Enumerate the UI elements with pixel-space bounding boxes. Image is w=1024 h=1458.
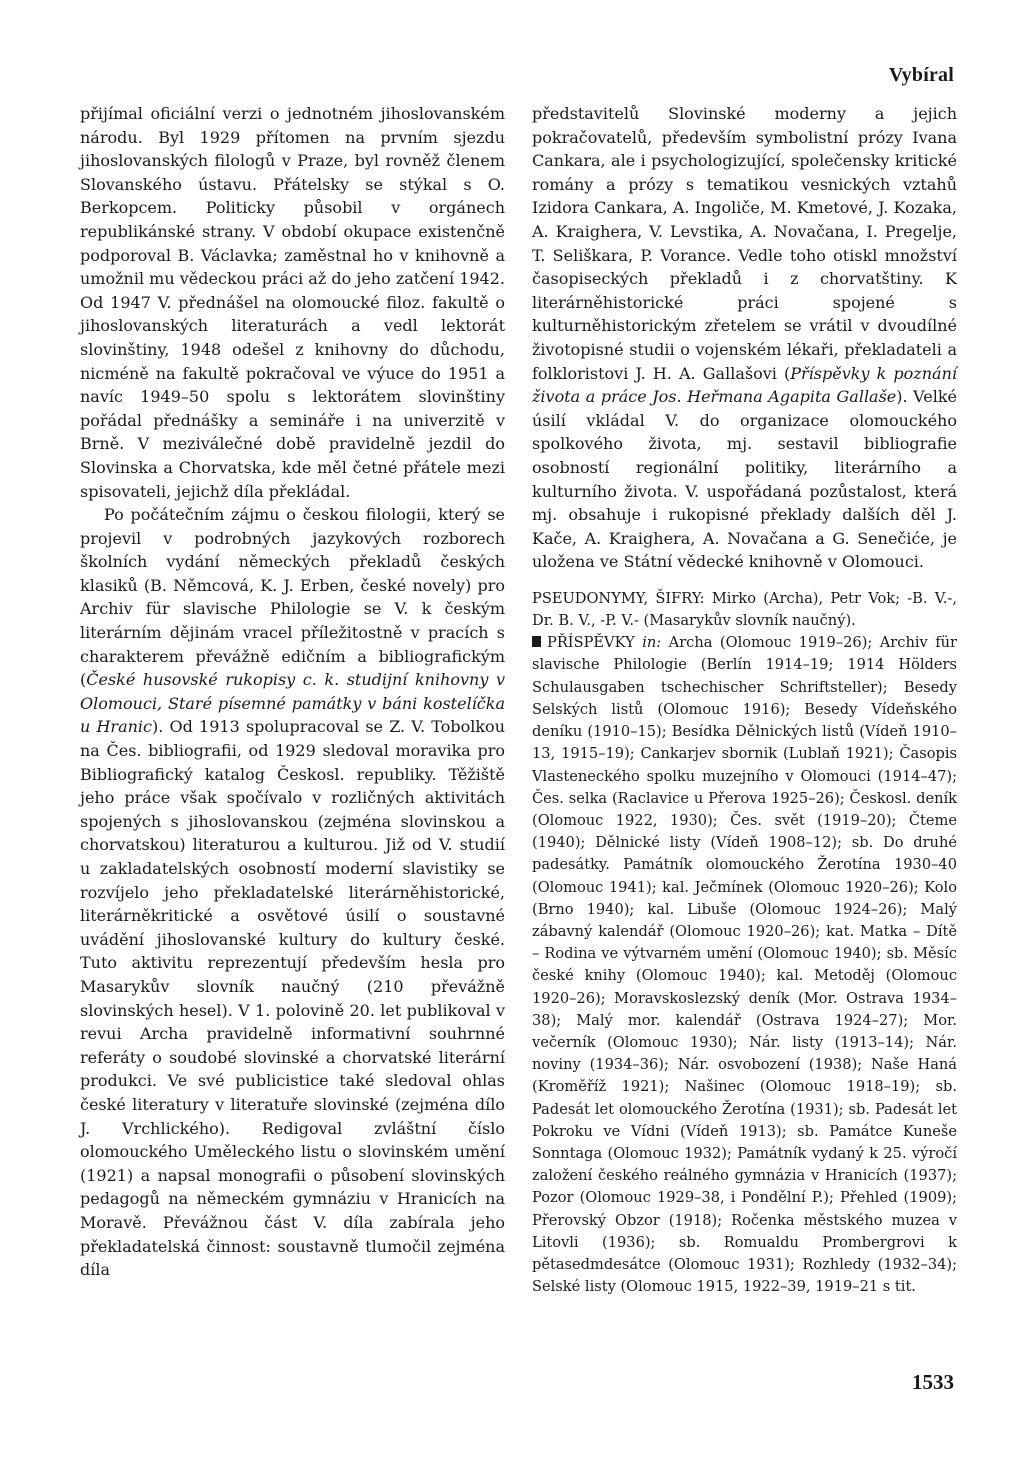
running-head: Vybíral xyxy=(888,64,954,86)
section-marker-icon xyxy=(532,636,541,647)
contributions-entry xyxy=(532,632,957,1298)
right-paragraph-1-start: představitelů Slovinské moderny a jejich pokračovatelů, především symbolistní prózy Ivana Cankara, ale i psychologizující, společensky kritické romány a prózy s tematikou vesnických vztahů Izidora Cankara, A. Ingoliče, M. Kmetové, J. Kozaka, A. Kraighera, V. Levstika, A. Novačana, I. Pregelje, T. Seliškara, P. Vorance. Vedle toho otiskl množství časopiseckých překladů i z chorvatštiny. K literárněhistorické práci spojené s kulturněhistorickým zřetelem se vrátil v dvoudílné životopisné studii o vojenském lékaři, překladateli a folkloristovi J. H. A. Gallašovi ( xyxy=(532,104,957,383)
right-column xyxy=(532,102,957,1298)
page-number: 1533 xyxy=(912,1370,954,1394)
pseudonyms-entry xyxy=(532,588,957,632)
contributions-in: in: xyxy=(642,634,662,652)
contributions-label: PŘÍSPĚVKY xyxy=(547,634,635,652)
right-paragraph-1-end: ). Velké úsilí vkládal V. do organizace olomouckého spolkového života, mj. sestavil bibliografie osobností regionální politiky, literárního a kulturního života. V. uspořádaná pozůstalost, která mj. obsahuje i rukopisné překlady dalších děl J. Kače, A. Kraighera, A. Novačana a G. Senečiće, je uložena ve Státní vědecké knihovně v Olomouci. xyxy=(532,387,957,572)
pseudonyms-label: PSEUDONYMY, ŠIFRY: xyxy=(532,589,705,607)
left-paragraph-2-start: Po počátečním zájmu o českou filologii, který se projevil v podrobných jazykových rozborech školních vydání německých překladů českých klasiků (B. Němcová, K. J. Erben, české novely) pro Archiv für slavische Philologie se V. k českým literárním dějinám vracel příležitostně v pracích s charakterem převážně edičním a bibliografickým ( xyxy=(80,505,505,690)
left-paragraph-2 xyxy=(80,503,505,1282)
right-paragraph-1-title: Příspěvky k poznání života a práce Jos. Heřmana Agapita Gallaše xyxy=(532,363,958,407)
left-paragraph-2-end: ). Od 1913 spolupracoval se Z. V. Tobolkou na Čes. bibliografii, od 1929 sledoval moravika pro Bibliografický katalog Českosl. republiky. Těžiště jeho práce však spočívalo v rozličných aktivitách spojených s jihoslovanskou (zejména slovinskou a chorvatskou) literaturou a kulturou. Již od V. studií u zakladatelských osobností moderní slavistiky se rozvíjelo jeho překladatelské literárněhistorické, literárněkritické a osvětové úsilí o soustavné uvádění jihoslovanské kultury do kultury české. Tuto aktivitu reprezentují především hesla pro Masarykův slovník naučný (210 převážně slovinských hesel). V 1. polovině 20. let publikoval v revui Archa pravidelně informativní souhrnné referáty o soudobé slovinské a chorvatské literární produkci. Ve své publicistice také sledoval ohlas české literatury v literatuře slovinské (zejména dílo J. Vrchlického). Redigoval zvláštní číslo olomouckého Uměleckého listu o slovinském umění (1921) a napsal monografii o působení slovinských pedagogů na německém gymnáziu v Hranicích na Moravě. Převážnou část V. díla zabírala jeho překladatelská činnost: soustavně tlumočil zejména díla xyxy=(80,717,505,1280)
left-column xyxy=(80,102,505,1282)
right-paragraph-1 xyxy=(532,102,957,574)
pseudonyms-text: Mirko (Archa), Petr Vok; -B. V.-, Dr. B. V., -P. V.- (Masarykův slovník naučný). xyxy=(532,589,957,630)
left-paragraph-2-titles: České husovské rukopisy c. k. studijní knihovny v Olomouci, Staré písemné památky v báni kostelíčka u Hranic xyxy=(80,670,505,737)
left-paragraph-1: přijímal oficiální verzi o jednotném jihoslovanském národu. Byl 1929 přítomen na prvním sjezdu jihoslovanských filologů v Praze, byl rovněž členem Slovanského ústavu. Přátelsky se stýkal s O. Berkopcem. Politicky působil v orgánech republikánské strany. V období okupace existenčně podporoval B. Václavka; zaměstnal ho v knihovně a umožnil mu vědeckou práci až do jeho zatčení 1942. Od 1947 V. přednášel na olomoucké filoz. fakultě o jihoslovanských literaturách a vedl lektorát slovinštiny, 1948 odešel z knihovny do důchodu, nicméně na fakultě pokračoval ve výuce do 1951 a navíc 1949–50 spolu s lektorátem slovinštiny pořádal přednášky a semináře i na univerzitě v Brně. V meziválečné době pravidelně jezdil do Slovinska a Chorvatska, kde měl četné přátele mezi spisovateli, jejichž díla překládal. xyxy=(80,104,505,501)
bibliography xyxy=(532,588,957,1299)
contributions-text: Archa (Olomouc 1919–26); Archiv für slavische Philologie (Berlín 1914–19; 1914 Hölders Schulausgaben tschechischer Schriftsteller); Besedy Selských listů (Olomouc 1916); Besedy Vídeňského deníku (1910–15); Besídka Dělnických listů (Vídeň 1910–13, 1915–19); Cankarjev sbornik (Lublaň 1921); Časopis Vlasteneckého spolku muzejního v Olomouci (1914–47); Čes. selka (Raclavice u Přerova 1925–26); Českosl. deník (Olomouc 1922, 1930); Čes. svět (1919–20); Čteme (1940); Dělnické listy (Vídeň 1908–12); sb. Do druhé padesátky. Památník olomouckého Žerotína 1930–40 (Olomouc 1941); kal. Ječmínek (Olomouc 1920–26); Kolo (Brno 1940); kal. Libuše (Olomouc 1924–26); Malý zábavný kalendář (Olomouc 1920–26); kat. Matka – Dítě – Rodina ve výtvarném umění (Olomouc 1940); sb. Měsíc české knihy (Olomouc 1940); kal. Metoděj (Olomouc 1920–26); Moravskoslezský deník (Mor. Ostrava 1934–38); Malý mor. kalendář (Ostrava 1924–27); Mor. večerník (Olomouc 1930); Nár. listy (1913–14); Nár. noviny (1934–36); Nár. osvobození (1938); Naše Haná (Kroměříž 1921); Našinec (Olomouc 1918–19); sb. Padesát let olomouckého Žerotína (1931); sb. Padesát let Pokroku ve Vídni (Vídeň 1913); sb. Památce Kuneše Sonntaga (Olomouc 1932); Památník vydaný k 25. výročí založení českého reálného gymnázia v Hranicích (1937); Pozor (Olomouc 1929–38, i Pondělní P.); Přehled (1909); Přerovský Obzor (1918); Ročenka městského muzea v Litovli (1936); sb. Romualdu Prombergrovi k pětasedmdesátce (Olomouc 1931); Rozhledy (1932–34); Selské listy (Olomouc 1915, 1922–39, 1919–21 s tit. xyxy=(532,634,958,1296)
